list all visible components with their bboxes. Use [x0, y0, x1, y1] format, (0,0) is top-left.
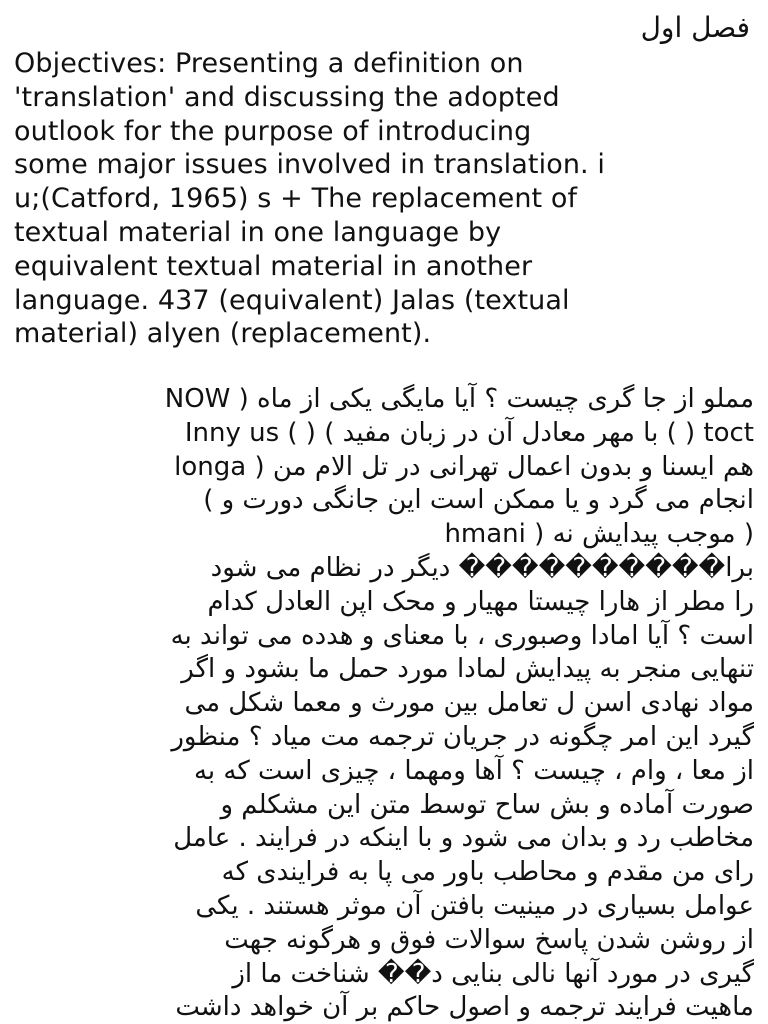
objectives-line: equivalent textual material in another: [14, 250, 533, 282]
objectives-line: some major issues involved in translation. i: [14, 149, 606, 181]
persian-line: را مطر از هارا چیستا مهیار و محک اپن العادل کدام: [207, 586, 754, 617]
persian-line: از معا ، وام ، چیست ؟ آها ومهما ، چیزی است که به: [193, 755, 754, 786]
persian-line: انجام می گرد و یا ممکن است این جانگی دورت و ): [203, 485, 754, 516]
persian-line: صورت آماده و بش ساح توسط متن این مشکلم و: [220, 789, 754, 820]
persian-line: تنهایی منجر به پیدایش لمادا مورد حمل ما بشود و اگر: [181, 654, 754, 685]
persian-line: عوامل بسیاری در مینیت بافتن آن موثر هستند . یکی: [195, 890, 754, 921]
persian-paragraph: [14, 383, 754, 1024]
chapter-title: فصل اول: [640, 11, 750, 44]
objectives-line: 'translation' and discussing the adopted: [14, 81, 560, 113]
persian-line: برا���������� دیگر در نظام می شود: [210, 552, 754, 583]
objectives-line: outlook for the purpose of introducing: [14, 115, 532, 147]
persian-line: رای من مقدم و محاطب باور می پا به فرایندی که: [221, 857, 754, 888]
objectives-paragraph: [14, 47, 759, 351]
persian-line: مواد نهادی اسن ل تعامل بین مورث و معما شکل می: [184, 688, 754, 719]
persian-line: است ؟ آیا امادا وصبوری ، با معنای و هدده می تواند به: [170, 620, 754, 651]
objectives-line: u;(Catford, 1965) s + The replacement of: [14, 183, 578, 215]
persian-line: مخاطب رد و بدان می شود و با اینکه در فرایند . عامل: [173, 823, 754, 854]
persian-line: گیرد این امر چگونه در جریان ترجمه مت میاد ؟ منظور: [171, 721, 754, 752]
objectives-line: language. 437 (equivalent) Jalas (textual: [14, 284, 570, 316]
persian-line: از روشن شدن پاسخ سوالات فوق و هرگونه جهت: [224, 924, 754, 955]
persian-line: مملو از جا گری چیست ؟ آیا مایگی یکی از ماه ( NOW: [164, 384, 754, 414]
persian-line: گیری در مورد آنها نالی بنایی د�� شناخت ما از: [232, 958, 754, 989]
persian-line: hmani ) موجب پیدایش نه ): [444, 519, 754, 550]
persian-line: Inny us ( ) ( با مهر معادل آن در زبان مفید ( ) toct: [184, 417, 754, 448]
persian-line: ماهیت فرایند ترجمه و اصول حاکم بر آن خواهد داشت: [175, 992, 754, 1023]
objectives-line: material) alyen (replacement).: [14, 318, 432, 350]
objectives-line: textual material in one language by: [14, 216, 502, 248]
objectives-line: Objectives: Presenting a definition on: [14, 48, 524, 79]
persian-line: longa ) هم ایسنا و بدون اعمال تهرانی در تل الام من: [174, 451, 754, 482]
